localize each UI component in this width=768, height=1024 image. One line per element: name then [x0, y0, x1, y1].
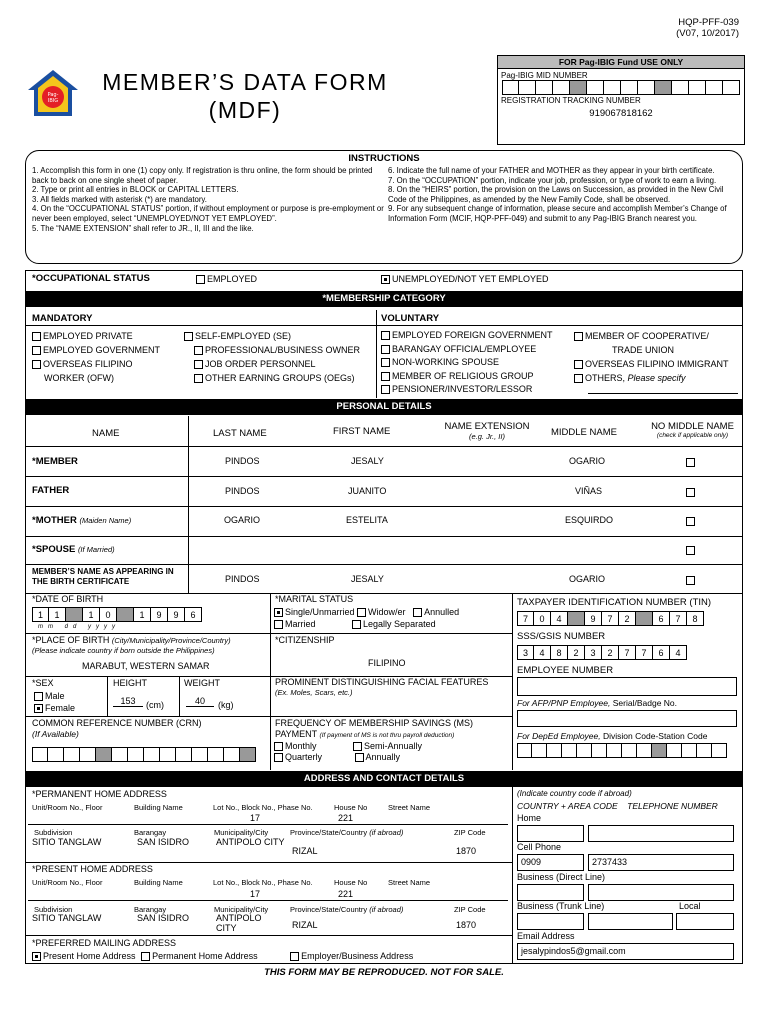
instruction-5: 5. The “NAME EXTENSION” shall refer to JR., II, III and the like. [32, 223, 254, 233]
col-ext-sub: (e.g. Jr., II) [469, 432, 505, 441]
birthcert-last-name[interactable]: PINDOS [225, 574, 260, 584]
email-input[interactable]: jesalypindos5@gmail.com [517, 943, 734, 960]
features-label: PROMINENT DISTINGUISHING FACIAL FEATURES [275, 677, 489, 687]
grid-v2 [512, 594, 513, 770]
pres-line-1 [28, 900, 508, 901]
unemployed-label: UNEMPLOYED/NOT YET EMPLOYED [392, 274, 549, 284]
widow-label: Widow/er [368, 607, 406, 617]
footer-note: THIS FORM MAY BE REPRODUCED. NOT FOR SALE. [264, 967, 504, 978]
ofi-label: OVERSEAS FILIPINO IMMIGRANT [585, 359, 729, 369]
weight-label: WEIGHT [184, 678, 220, 688]
spouse-sub: (If Married) [77, 545, 115, 554]
birthplace-label-line [32, 635, 231, 645]
cat-ofi[interactable] [574, 357, 729, 371]
perm-street-label: Street Name [388, 803, 431, 812]
monthly-checkbox[interactable] [274, 742, 283, 751]
voluntary-col1 [381, 329, 553, 397]
perm-city-value[interactable]: ANTIPOLO CITY [216, 837, 285, 847]
mail-permanent-label: Permanent Home Address [152, 951, 258, 961]
ms-semi[interactable] [353, 741, 422, 751]
ofw-label-2: WORKER (OFW) [44, 373, 114, 383]
single-label: Single/Unmarried [285, 607, 355, 617]
afp-label: For AFP/PNP Employee, [517, 698, 611, 708]
birthcert-nomid-checkbox[interactable] [686, 576, 695, 585]
self-employed-checkbox[interactable] [184, 332, 193, 341]
quarterly-label: Quarterly [285, 752, 323, 762]
pres-house-label: House No [334, 878, 368, 887]
separated-label: Legally Separated [363, 619, 436, 629]
address-divider [512, 787, 513, 963]
member-middle-name[interactable]: OGARIO [569, 456, 606, 466]
business-direct-input[interactable] [588, 884, 734, 901]
cat-others[interactable] [574, 371, 729, 385]
grid-h3 [26, 716, 512, 717]
pres-building-label: Building Name [134, 878, 183, 887]
mother-row-label [32, 515, 131, 526]
perm-subdivision-value[interactable]: SITIO TANGLAW [32, 837, 102, 847]
non-working-spouse-label: NON-WORKING SPOUSE [392, 357, 500, 367]
mandatory-heading: MANDATORY [32, 313, 93, 324]
contact-header: COUNTRY + AREA CODE TELEPHONE NUMBER [517, 801, 718, 811]
cat-foreign-government[interactable] [381, 329, 553, 343]
crn-sub: (If Available) [32, 729, 79, 739]
instructions-left [32, 166, 384, 233]
grid-v-sex [107, 676, 108, 716]
marital-status-label: *MARITAL STATUS [275, 594, 354, 604]
cooperative-label: MEMBER OF COOPERATIVE/ [585, 331, 709, 341]
foreign-government-checkbox[interactable] [381, 331, 390, 340]
home-area-code-input[interactable] [517, 825, 584, 842]
cooperative-checkbox[interactable] [574, 332, 583, 341]
pres-zip-label: ZIP Code [454, 905, 486, 914]
instruction-4: 4. On the “OCCUPATIONAL STATUS” portion, if without employment or purpose is pre-employment or never been employed, select “UNEMPLOYED/NOT YET EMPLOYED”. [32, 204, 384, 223]
instruction-2: 2. Type or print all entries in BLOCK or CAPITAL LETTERS. [32, 185, 239, 195]
mother-label: *MOTHER [32, 515, 77, 526]
dob-digit-boxes[interactable]: 1 1 1 0 1 9 9 6 [32, 607, 202, 622]
father-middle-name[interactable]: VIÑAS [575, 486, 603, 496]
deped-rest: Division Code-Station Code [603, 731, 708, 741]
pres-municipality-label: Municipality/City [214, 905, 269, 914]
sss-label: SSS/GSIS NUMBER [517, 631, 606, 642]
instructions-right [388, 166, 738, 224]
ofi-checkbox[interactable] [574, 360, 583, 369]
cat-barangay[interactable] [381, 343, 553, 357]
mother-middle-name[interactable]: ESQUIRDO [565, 515, 614, 525]
instruction-7: 7. On the “OCCUPATION” portion, indicate your job, profession, or type of work to earn a living. [388, 175, 717, 185]
marital-widow[interactable] [357, 607, 406, 617]
perm-barangay-value[interactable]: SAN ISIDRO [137, 837, 190, 847]
mother-sub: (Maiden Name) [79, 516, 132, 525]
col-middle-header: MIDDLE NAME [551, 427, 617, 438]
mid-label: Pag-IBIG MID NUMBER [501, 71, 588, 80]
semi-annually-checkbox[interactable] [353, 742, 362, 751]
cat-ofw[interactable] [32, 357, 160, 371]
deped-line [517, 731, 707, 741]
afp-serial-input[interactable] [517, 710, 737, 727]
member-last-name[interactable]: PINDOS [225, 456, 260, 466]
local-label: Local [679, 901, 701, 911]
perm-zip-value[interactable]: 1870 [456, 846, 477, 856]
female-label: Female [45, 703, 76, 713]
crn-label: COMMON REFERENCE NUMBER (CRN) [32, 718, 202, 728]
others-label: OTHERS, [585, 373, 626, 383]
perm-subdivision-label: Subdivision [34, 828, 73, 837]
title-line1: MEMBER’S DATA FORM [102, 69, 388, 95]
annually-label: Annually [365, 752, 401, 762]
height-unit: (cm) [146, 700, 164, 710]
quarterly-checkbox[interactable] [274, 753, 283, 762]
business-direct-code-input[interactable] [517, 884, 584, 901]
ms-options [274, 741, 422, 763]
single-checkbox[interactable] [274, 608, 283, 617]
self-employed-label: SELF-EMPLOYED (SE) [195, 331, 292, 341]
birthcert-middle-name[interactable]: OGARIO [569, 574, 606, 584]
instruction-8: 8. On the “HEIRS” portion, the provision on the Laws on Succession, as provided in the New Civil Code of the Philippines, as amended by the New Family Code, shall be observed. [388, 185, 724, 204]
father-nomid[interactable] [686, 487, 697, 497]
spouse-row-label [32, 544, 115, 555]
features-sub: (Ex. Moles, Scars, etc.) [275, 688, 353, 697]
pres-subdivision-label: Subdivision [34, 905, 73, 914]
occupational-status-label: *OCCUPATIONAL STATUS [32, 273, 150, 284]
permanent-address-label: *PERMANENT HOME ADDRESS [32, 789, 167, 799]
mail-employer-checkbox[interactable] [290, 952, 299, 961]
mother-first-name[interactable]: ESTELITA [346, 515, 388, 525]
birthplace-sub: (City/Municipality/Province/Country) [111, 636, 231, 645]
others-checkbox[interactable] [574, 374, 583, 383]
col-last-header: LAST NAME [213, 428, 267, 439]
present-address-label: *PRESENT HOME ADDRESS [32, 864, 153, 874]
employed-government-checkbox[interactable] [32, 346, 41, 355]
deped-code-boxes[interactable] [517, 743, 727, 758]
annulled-checkbox[interactable] [413, 608, 422, 617]
marital-options [274, 606, 459, 630]
married-label: Married [285, 619, 316, 629]
non-working-spouse-checkbox[interactable] [381, 358, 390, 367]
membership-category-bar: *MEMBERSHIP CATEGORY [26, 291, 742, 307]
mandatory-col1 [32, 329, 160, 385]
membership-heading-rule [26, 325, 742, 326]
grid-v1 [270, 594, 271, 770]
foreign-government-label: EMPLOYED FOREIGN GOVERNMENT [392, 330, 553, 340]
unemployed-checkbox[interactable] [381, 275, 390, 284]
mail-present[interactable] [32, 951, 136, 961]
others-specify-line[interactable] [588, 393, 738, 394]
col-name-header: NAME [92, 428, 120, 439]
instructions-box [25, 150, 743, 264]
form-code [676, 17, 739, 39]
employee-number-label: EMPLOYEE NUMBER [517, 665, 614, 676]
mandatory-col2 [184, 329, 360, 385]
cat-non-working-spouse[interactable] [381, 356, 553, 370]
cat-pensioner[interactable] [381, 383, 553, 397]
citizenship-label: *CITIZENSHIP [275, 635, 335, 645]
cat-professional[interactable] [184, 343, 360, 357]
col-first-header: FIRST NAME [333, 426, 391, 437]
fund-use-heading: FOR Pag-IBIG Fund USE ONLY [498, 56, 744, 69]
ms-label2-line [275, 729, 454, 739]
mail-employer-label: Employer/Business Address [301, 951, 414, 961]
perm-lot-value[interactable]: 17 [250, 813, 261, 823]
pres-city-value[interactable]: ANTIPOLO CITY [216, 913, 262, 933]
form-version: (V07, 10/2017) [676, 28, 739, 39]
male-checkbox[interactable] [34, 692, 43, 701]
employed-government-label: EMPLOYED GOVERNMENT [43, 345, 161, 355]
cat-employed-private[interactable] [32, 329, 160, 343]
sex-female[interactable] [34, 702, 75, 714]
barangay-checkbox[interactable] [381, 345, 390, 354]
pres-street-label: Street Name [388, 878, 431, 887]
cat-cooperative[interactable] [574, 329, 729, 343]
employee-number-input[interactable] [517, 677, 737, 696]
birthplace-note: (Please indicate country if born outside the Philippines) [32, 646, 215, 655]
father-first-name[interactable]: JUANITO [348, 486, 387, 496]
perm-zip-label: ZIP Code [454, 828, 486, 837]
personal-details-bar: PERSONAL DETAILS [26, 399, 742, 415]
member-nomid[interactable] [686, 457, 697, 467]
cell-code-input[interactable]: 0909 [517, 854, 584, 871]
perm-lot-label: Lot No., Block No., Phase No. [213, 803, 313, 812]
svg-text:Pag-: Pag- [47, 92, 59, 98]
pres-barangay-value[interactable]: SAN ISIDRO [137, 913, 190, 923]
female-checkbox[interactable] [34, 704, 43, 713]
member-first-name[interactable]: JESALY [351, 456, 384, 466]
dob-legend: m m d d y y y y [38, 624, 116, 630]
rtn-value: 919067818162 [589, 108, 653, 119]
mother-nomid[interactable] [686, 516, 697, 526]
sex-label: *SEX [32, 678, 54, 688]
mail-permanent[interactable] [141, 951, 258, 961]
pres-zip-value[interactable]: 1870 [456, 920, 477, 930]
father-row-label: FATHER [32, 485, 70, 496]
cell-number-input[interactable]: 2737433 [588, 854, 734, 871]
spouse-nomid[interactable] [686, 545, 697, 555]
perm-line-1 [28, 824, 508, 825]
perm-barangay-label: Barangay [134, 828, 167, 837]
perm-building-label: Building Name [134, 803, 183, 812]
sss-digit-boxes[interactable]: 3 4 8 2 3 2 7 7 6 4 [517, 645, 687, 660]
annulled-label: Annulled [424, 607, 460, 617]
fund-use-box [497, 55, 745, 145]
col-ext-label: NAME EXTENSION [444, 421, 530, 432]
marital-single[interactable] [274, 607, 355, 617]
voluntary-col2 [574, 329, 729, 385]
title-line2: (MDF) [208, 97, 282, 123]
employed-private-label: EMPLOYED PRIVATE [43, 331, 133, 341]
pres-unit-label: Unit/Room No., Floor [32, 878, 103, 887]
birthplace-label: *PLACE OF BIRTH [32, 635, 110, 645]
ms-sub: (If payment of MS is not thru payroll deduction) [319, 732, 455, 739]
instruction-3: 3. All fields marked with asterisk (*) are mandatory. [32, 194, 207, 204]
address-rule-1 [26, 862, 512, 863]
ms-monthly[interactable] [274, 741, 317, 751]
height-value[interactable]: 153 [113, 696, 143, 707]
svg-text:IBIG: IBIG [47, 98, 59, 104]
perm-province-value[interactable]: RIZAL [292, 846, 318, 856]
employed-checkbox[interactable] [196, 275, 205, 284]
professional-checkbox[interactable] [194, 346, 203, 355]
pres-lot-value[interactable]: 17 [250, 889, 261, 899]
pensioner-checkbox[interactable] [381, 385, 390, 394]
ofw-checkbox[interactable] [32, 360, 41, 369]
occupational-unemployed-option[interactable] [381, 274, 549, 284]
separated-checkbox[interactable] [352, 620, 361, 629]
pensioner-label: PENSIONER/INVESTOR/LESSOR [392, 384, 533, 394]
perm-province-label: Province/State/Country (if abroad) [290, 828, 404, 837]
business-trunk-code-input[interactable] [517, 913, 584, 930]
weight-value[interactable]: 40 [186, 696, 214, 707]
professional-label: PROFESSIONAL/BUSINESS OWNER [205, 345, 361, 355]
married-checkbox[interactable] [274, 620, 283, 629]
pagibig-logo-icon [26, 68, 80, 120]
col-nomid-sub: (check if applicable only) [656, 432, 729, 439]
perm-house-label: House No [334, 803, 368, 812]
employed-private-checkbox[interactable] [32, 332, 41, 341]
mail-present-label: Present Home Address [43, 951, 136, 961]
occupational-employed-option[interactable] [196, 274, 257, 284]
pres-barangay-label: Barangay [134, 905, 167, 914]
marital-married[interactable] [274, 619, 316, 629]
instruction-1: 1. Accomplish this form in one (1) copy only. If registration is thru online, the form should be printed back to back on one single sheet of paper. [32, 166, 373, 185]
sex-options [34, 690, 75, 714]
mail-present-checkbox[interactable] [32, 952, 41, 961]
ofw-label: OVERSEAS FILIPINO [43, 359, 133, 369]
citizenship-value[interactable]: FILIPINO [368, 658, 406, 668]
birthcert-nomid[interactable] [686, 575, 697, 585]
birthcert-first-name[interactable]: JESALY [351, 574, 384, 584]
contact-note: (Indicate country code if abroad) [517, 789, 632, 798]
semi-annually-label: Semi-Annually [364, 741, 423, 751]
col-ext-header [432, 421, 542, 441]
pres-province-label: Province/State/Country (if abroad) [290, 905, 404, 914]
mail-employer[interactable] [290, 951, 413, 961]
instructions-heading: INSTRUCTIONS [348, 153, 420, 164]
father-nomid-checkbox[interactable] [686, 488, 695, 497]
ms-label2: PAYMENT [275, 729, 318, 739]
instruction-6: 6. Indicate the full name of your FATHER and MOTHER as they appear in your birth certificate. [388, 166, 715, 175]
address-rule-2 [26, 935, 512, 936]
pres-lot-label: Lot No., Block No., Phase No. [213, 878, 313, 887]
perm-house-value[interactable]: 221 [338, 813, 354, 823]
employed-label: EMPLOYED [207, 274, 258, 284]
tin-digit-boxes[interactable]: 7 0 4 9 7 2 6 7 8 [517, 611, 704, 626]
afp-line [517, 698, 677, 708]
cat-oeg[interactable] [184, 371, 360, 385]
crn-digit-boxes[interactable] [32, 747, 256, 762]
ms-label1: FREQUENCY OF MEMBERSHIP SAVINGS (MS) [275, 718, 474, 728]
col-nomid-label: NO MIDDLE NAME [651, 421, 734, 432]
barangay-label: BARANGAY OFFICIAL/EMPLOYEE [392, 343, 537, 354]
local-input[interactable] [676, 913, 734, 930]
male-label: Male [45, 691, 65, 701]
membership-divider [376, 310, 377, 398]
perm-unit-label: Unit/Room No., Floor [32, 803, 103, 812]
cat-self-employed[interactable] [184, 329, 360, 343]
voluntary-heading: VOLUNTARY [381, 313, 440, 324]
grid-h1 [26, 633, 512, 634]
grid-v-height [179, 676, 180, 716]
height-label: HEIGHT [113, 678, 148, 688]
pres-province-value[interactable]: RIZAL [292, 920, 318, 930]
tin-label: TAXPAYER IDENTIFICATION NUMBER (TIN) [517, 597, 712, 608]
religious-label: MEMBER OF RELIGIOUS GROUP [392, 370, 534, 381]
pres-subdivision-value[interactable]: SITIO TANGLAW [32, 913, 102, 923]
instruction-9: 9. For any subsequent change of information, please secure and accomplish Member’s Change of Information Form (MCIF, HQP-PFF-049) and submit to any Pag-IBIG Branch nearest you. [388, 204, 727, 223]
mother-last-name[interactable]: OGARIO [224, 515, 261, 525]
col-nomid-header [645, 421, 740, 439]
birthplace-value[interactable]: MARABUT, WESTERN SAMAR [82, 661, 210, 671]
home-phone-label: Home [517, 813, 542, 823]
religious-checkbox[interactable] [381, 372, 390, 381]
cooperative-label-2: TRADE UNION [612, 345, 675, 355]
home-phone-input[interactable] [588, 825, 734, 842]
oeg-label: OTHER EARNING GROUPS (OEGs) [205, 373, 355, 383]
mother-nomid-checkbox[interactable] [686, 517, 695, 526]
marital-annulled[interactable] [413, 607, 459, 617]
business-direct-label: Business (Direct Line) [517, 872, 606, 882]
others-specify-label: Please specify [627, 373, 686, 383]
cell-phone-label: Cell Phone [517, 842, 562, 852]
job-order-checkbox[interactable] [194, 360, 203, 369]
rtn-label: REGISTRATION TRACKING NUMBER [501, 96, 641, 105]
monthly-label: Monthly [285, 741, 317, 751]
business-trunk-input[interactable] [588, 913, 673, 930]
email-label: Email Address [517, 931, 575, 941]
member-row-label: *MEMBER [32, 456, 78, 467]
job-order-label: JOB ORDER PERSONNEL [205, 359, 316, 369]
business-trunk-label: Business (Trunk Line) [517, 901, 605, 911]
mailing-address-label: *PREFERRED MAILING ADDRESS [32, 938, 177, 948]
pres-house-value[interactable]: 221 [338, 889, 354, 899]
cat-employed-government[interactable] [32, 343, 160, 357]
dob-label: *DATE OF BIRTH [32, 594, 104, 604]
birthcert-row-label: MEMBER’S NAME AS APPEARING IN THE BIRTH CERTIFICATE [32, 567, 174, 586]
perm-municipality-label: Municipality/City [214, 828, 269, 837]
member-nomid-checkbox[interactable] [686, 458, 695, 467]
ms-quarterly[interactable] [274, 752, 322, 762]
spouse-label: *SPOUSE [32, 544, 76, 555]
mail-permanent-checkbox[interactable] [141, 952, 150, 961]
widow-checkbox[interactable] [357, 608, 366, 617]
page-title [95, 68, 395, 124]
deped-label: For DepEd Employee, [517, 731, 601, 741]
oeg-checkbox[interactable] [194, 374, 203, 383]
mid-number-boxes[interactable] [502, 80, 744, 95]
sex-male[interactable] [34, 690, 75, 702]
father-last-name[interactable]: PINDOS [225, 486, 260, 496]
marital-separated[interactable] [352, 619, 436, 629]
form-code-text: HQP-PFF-039 [678, 17, 739, 28]
ms-annually[interactable] [355, 752, 401, 762]
cat-religious[interactable] [381, 370, 553, 384]
cat-job-order[interactable] [184, 357, 360, 371]
afp-rest: Serial/Badge No. [612, 698, 678, 708]
annually-checkbox[interactable] [355, 753, 364, 762]
mailing-options [32, 951, 413, 961]
spouse-nomid-checkbox[interactable] [686, 546, 695, 555]
address-contact-bar: ADDRESS AND CONTACT DETAILS [26, 771, 742, 787]
weight-unit: (kg) [218, 700, 234, 710]
